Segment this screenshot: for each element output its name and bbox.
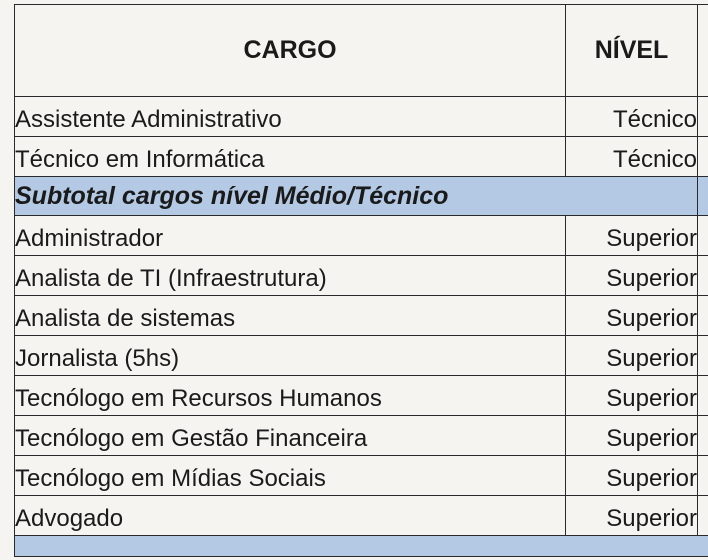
table-row [15,496,708,536]
cargo-cell: Assistente Administrativo [15,97,566,137]
extra-cell [698,296,708,336]
header-extra-cell [698,5,708,97]
subtotal-row [15,177,708,216]
nivel-cell: Técnico [566,137,698,177]
cargos-table [14,4,708,557]
nivel-cell: Superior [566,456,698,496]
extra-cell [698,376,708,416]
cargo-cell: Analista de TI (Infraestrutura) [15,256,566,296]
nivel-cell: Superior [566,376,698,416]
cargo-cell: Administrador [15,216,566,256]
cargo-cell: Tecnólogo em Gestão Financeira [15,416,566,456]
nivel-cell: Superior [566,216,698,256]
cargo-cell: Advogado [15,496,566,536]
extra-cell [698,416,708,456]
subtotal-band-cell [15,536,708,557]
subtotal-row-partial [15,536,708,557]
extra-cell [698,137,708,177]
nivel-cell: Superior [566,416,698,456]
extra-cell [698,97,708,137]
table-row [15,97,708,137]
extra-cell [698,456,708,496]
table-row [15,296,708,336]
table-row [15,336,708,376]
nivel-cell: Superior [566,336,698,376]
table-row [15,216,708,256]
extra-cell [698,177,708,216]
cargo-cell: Jornalista (5hs) [15,336,566,376]
extra-cell [698,496,708,536]
extra-cell [698,256,708,296]
nivel-cell: Superior [566,496,698,536]
nivel-cell: Superior [566,256,698,296]
cargo-cell: Tecnólogo em Recursos Humanos [15,376,566,416]
nivel-cell: Superior [566,296,698,336]
nivel-cell: Técnico [566,97,698,137]
header-nivel: NÍVEL [566,5,698,97]
table-row [15,256,708,296]
cargo-cell: Técnico em Informática [15,137,566,177]
table-row [15,137,708,177]
table-header-row [15,5,708,97]
table-row [15,416,708,456]
extra-cell [698,216,708,256]
table-row [15,376,708,416]
extra-cell [698,336,708,376]
table-row [15,456,708,496]
cargo-cell: Analista de sistemas [15,296,566,336]
header-cargo: CARGO [15,5,566,97]
subtotal-label: Subtotal cargos nível Médio/Técnico [15,177,698,216]
cargo-cell: Tecnólogo em Mídias Sociais [15,456,566,496]
